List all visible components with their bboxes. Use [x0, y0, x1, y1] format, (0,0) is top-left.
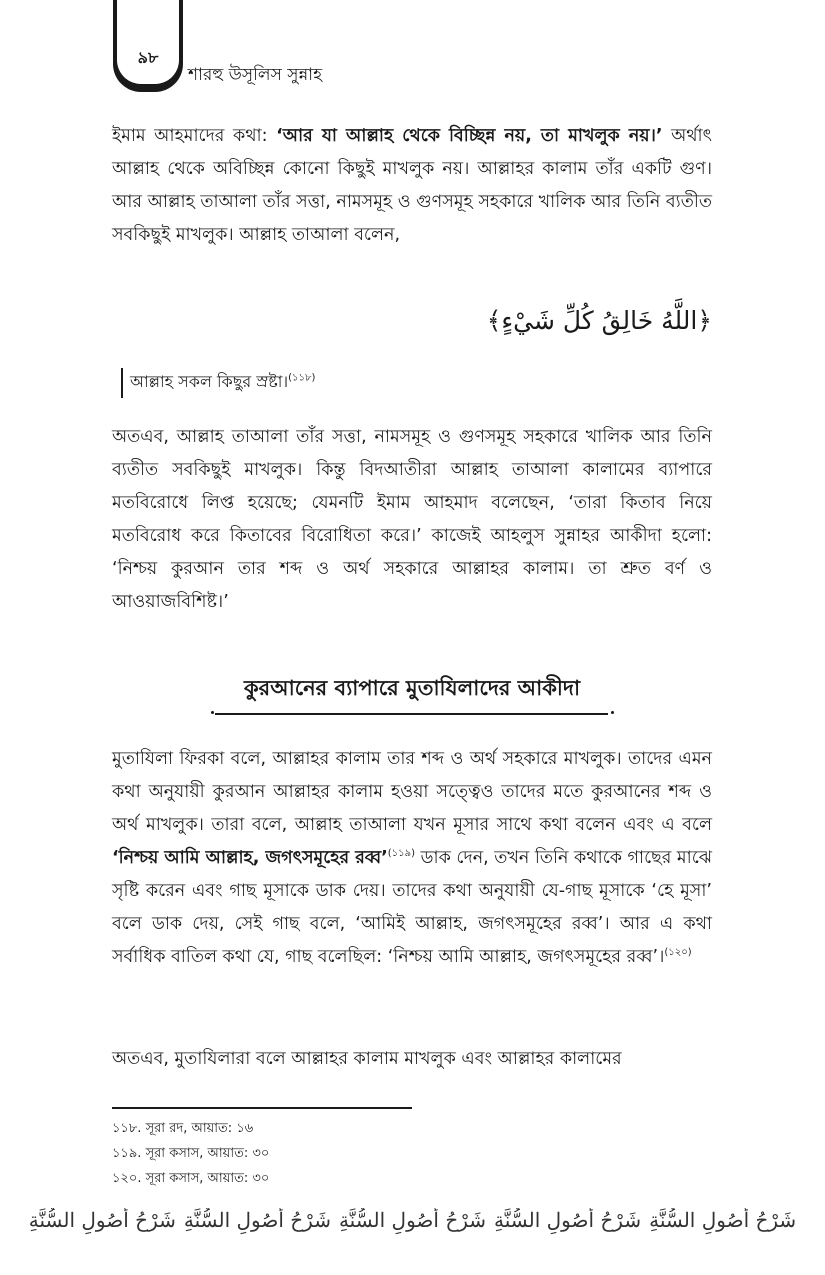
- paragraph-1: [112, 120, 712, 252]
- heading-dot-right: [611, 711, 614, 714]
- section-heading: কুরআনের ব্যাপারে মুতাযিলাদের আকীদা: [243, 676, 581, 700]
- footnote-118: ১১৮. সূরা রদ, আয়াত: ১৬: [112, 1121, 254, 1136]
- decorative-calligraphy-border: [20, 1208, 805, 1248]
- quran-verse: ﴿اللَّهُ خَالِقُ كُلِّ شَيْءٍ﴾: [486, 306, 712, 335]
- heading-dot-left: [211, 711, 214, 714]
- footnote-rule: [112, 1107, 412, 1109]
- border-unit: شَرْحُ أُصُولِ السُّنَّةِ: [649, 1208, 797, 1232]
- para1-bold: ‘আর যা আল্লাহ থেকে বিচ্ছিন্ন নয়, তা মাখলুক নয়।’: [276, 126, 663, 146]
- heading-underline: [215, 713, 608, 715]
- paragraph-4: অতএব, মুতাযিলারা বলে আল্লাহর কালাম মাখলুক এবং আল্লাহর কালামের: [112, 1049, 622, 1069]
- para3-part2: ডাক দেন, তখন তিনি কথাকে গাছের মাঝে সৃষ্টি করেন এবং গাছ মূসাকে ডাক দেয়। তাদের কথা অনুযায়ী যে-গাছ মূসাকে ‘হে মূসা’ বলে ডাক দেয়, সেই গাছ বলে, ‘আমিই আল্লাহ, জগৎসমূহের রব্ব’। আর এ কথা সর্বাধিক বাতিল কথা যে, গাছ বলেছিল: ‘নিশ্চয় আমি আল্লাহ, জগৎসমূহের রব্ব’।: [112, 848, 712, 967]
- para3-part1: মুতাযিলা ফিরকা বলে, আল্লাহর কালাম তার শব্দ ও অর্থ সহকারে মাখলুক। তাদের এমন কথা অনুযায়ী কুরআন আল্লাহর কালাম হওয়া সত্ত্বেও তাদের মতে কুরআনের শব্দ ও অর্থ মাখলুক। তারা বলে, আল্লাহ তাআলা যখন মূসার সাথে কথা বলেন এবং এ বলে: [112, 749, 712, 835]
- paragraph-2: অতএব, আল্লাহ তাআলা তাঁর সত্তা, নামসমূহ ও গুণসমূহ সহকারে খালিক আর তিনি ব্যতীত সবকিছুই মাখলুক। কিন্তু বিদআতীরা আল্লাহ তাআলা কালামের ব্যাপারে মতবিরোধে লিপ্ত হয়েছে; যেমনটি ইমাম আহমাদ বলেছেন, ‘তারা কিতাব নিয়ে মতবিরোধ করে কিতাবের বিরোধিতা করে।’ কাজেই আহলুস সুন্নাহর আকীদা হলো: ‘নিশ্চয় কুরআন তার শব্দ ও অর্থ সহকারে আল্লাহর কালাম। তা শ্রুত বর্ণ ও আওয়াজবিশিষ্ট।’: [112, 427, 712, 612]
- footnote-119: ১১৯. সূরা কসাস, আয়াত: ৩০: [112, 1146, 270, 1161]
- running-title: শারহু উসূলিস সুন্নাহ: [188, 65, 323, 85]
- page-number-badge: [117, 0, 179, 84]
- footnote-120: ১২০. সূরা কসাস, আয়াত: ৩০: [112, 1171, 270, 1186]
- para1-rest: অর্থাৎ আল্লাহ থেকে অবিচ্ছিন্ন কোনো কিছুই মাখলুক নয়। আল্লাহর কালাম তাঁর একটি গুণ। আর আল্লাহ তাআলা তাঁর সত্তা, নামসমূহ ও গুণসমূহ সহকারে খালিক আর তিনি ব্যতীত সবকিছুই মাখলুক। আল্লাহ তাআলা বলেন,: [112, 126, 712, 245]
- quote-bar: [121, 368, 123, 398]
- footnote-ref-119[interactable]: (১১৯): [387, 848, 416, 860]
- paragraph-3: [112, 743, 712, 974]
- border-unit: شَرْحُ أُصُولِ السُّنَّةِ: [28, 1208, 176, 1232]
- page-number: ৯৮: [137, 48, 159, 67]
- footnote-ref-120[interactable]: (১২০): [664, 947, 692, 959]
- footnote-ref-118[interactable]: (১১৮): [288, 372, 316, 384]
- para1-lead: ইমাম আহমাদের কথা:: [112, 126, 277, 146]
- border-unit: شَرْحُ أُصُولِ السُّنَّةِ: [494, 1208, 642, 1232]
- verse-translation: [130, 367, 315, 397]
- para3-bold: ‘নিশ্চয় আমি আল্লাহ, জগৎসমূহের রব্ব’: [112, 848, 388, 868]
- border-unit: شَرْحُ أُصُولِ السُّنَّةِ: [338, 1208, 487, 1232]
- verse-translation-text: আল্লাহ সকল কিছুর স্রষ্টা।: [130, 372, 289, 391]
- border-unit: شَرْحُ أُصُولِ السُّنَّةِ: [183, 1208, 331, 1232]
